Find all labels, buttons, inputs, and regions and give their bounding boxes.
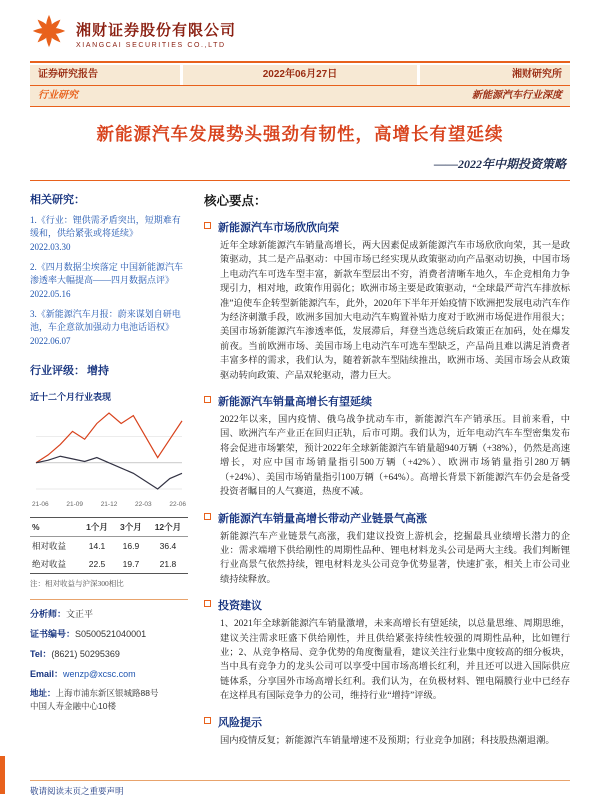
table-cell: 22.5	[80, 555, 114, 574]
section-title: 风险提示	[218, 716, 262, 729]
footer	[0, 774, 600, 800]
section-title: 新能源汽车销量高增长有望延续	[218, 396, 372, 409]
section-body: 2022年以来，国内疫情、俄乌战争扰动车市，新能源汽车产销承压。目前来看，中国、欧洲汽车产业正在回归正轨，后市可期。我们认为，近年电动汽车车型密集发布将会促进市场繁荣，预计2022年全球新能源汽车销量超940万辆（+38%），仍然是高速增长，对应中国市场销量指引500万辆（+42%）、欧洲市场销量指引280万辆（+24%）、美国市场销量指引100万辆（+64%）。高增长背景下新能源汽车仍会是备受投资者瞩目的人气赛道，热度不减。	[220, 415, 570, 498]
x-tick: 21-09	[66, 501, 83, 509]
table-cell: 36.4	[159, 541, 177, 552]
research-date: 2022.06.07	[30, 336, 71, 347]
title-divider	[30, 180, 570, 181]
square-bullet-icon	[204, 396, 211, 403]
report-type-label: 证券研究报告	[30, 65, 180, 85]
analyst-name: 文正平	[66, 609, 94, 620]
rating-value: 增持	[87, 365, 109, 378]
research-link-text[interactable]: 3.《新能源汽车月报：蔚来谋划自研电池，车企意欲加强动力电池话语权》	[30, 309, 181, 333]
section-body: 1、2021年全球新能源汽车销量激增，未来高增长有望延续，以总量思维、周期思维，建议关注需求旺盛下供给刚性，并且供给紧张持续性较强的周期性品种，比如锂行业；2、从竞争格局、竞争优势的角度衡量看，建议关注行业集中度较高的细分板块，当中具有竞争力的龙头公司可以享受中国市场高增长红利，并且还可以进入国际供应链体系，分享国外市场高增长红利。我们认为，在负极材料、锂电隔膜行业中已经存在这样具有国际竞争力的公司，维持行业“增持”评级。	[220, 619, 570, 702]
performance-chart	[30, 390, 188, 508]
research-date: 2022.05.16	[30, 289, 71, 300]
email-label: Email：	[30, 669, 64, 680]
cert-number: S0500521040001	[75, 629, 147, 640]
section-body: 国内疫情反复；新能源汽车销量增速不及预期；行业竞争加剧；科技股热潮退潮。	[220, 735, 555, 746]
sidebar-divider	[30, 599, 188, 600]
footer-disclaimer: 敬请阅读末页之重要声明	[30, 780, 570, 797]
brand-divider	[30, 61, 570, 63]
company-logo-icon	[30, 12, 68, 55]
table-header-cell: 12个月	[148, 518, 188, 537]
report-date: 2022年06月27日	[183, 65, 417, 85]
table-header-row	[30, 518, 188, 537]
address-line	[30, 687, 188, 713]
research-link-text[interactable]: 1.《行业：锂供需矛盾突出，短期难有缓和，供给紧张或将延续》	[30, 215, 181, 239]
brand-header	[30, 12, 570, 55]
section-title: 新能源汽车市场欣欣向荣	[218, 222, 339, 234]
header-row-2	[30, 86, 570, 107]
company-name-en: XIANGCAI SECURITIES CO.,LTD	[76, 41, 226, 49]
performance-table	[30, 517, 188, 574]
cert-label: 证书编号：	[30, 629, 76, 640]
address-value: 上海市浦东新区银城路88号	[55, 688, 159, 699]
main-content	[204, 191, 570, 748]
square-bullet-icon	[204, 513, 211, 520]
report-subcategory: 新能源汽车行业深度	[472, 90, 562, 101]
line-chart	[30, 407, 188, 495]
section-supply-chain	[204, 510, 570, 588]
address-label: 地址：	[30, 688, 56, 699]
tel-line	[30, 647, 188, 660]
rating-label: 行业评级：	[30, 365, 85, 378]
section-body: 新能源汽车产业链景气高涨，我们建议投资上游机会，挖掘最具业绩增长潜力的企业：需求端增下供给刚性的周期性品种、锂电材料龙头公司是两大主线。我们判断锂行业高景气依然持续，锂电材料龙头公司竞争优势显著，快速扩张，相关上市公司业绩持续释放。	[220, 531, 570, 585]
research-date: 2022.03.30	[30, 242, 71, 253]
related-research-item[interactable]	[30, 261, 188, 301]
industry-rating	[30, 362, 188, 378]
table-note: 注：相对收益与沪深300相比	[30, 579, 124, 589]
square-bullet-icon	[204, 717, 211, 724]
tel-label: Tel：	[30, 649, 52, 660]
table-header-cell: 1个月	[80, 518, 114, 537]
report-category: 行业研究	[38, 90, 78, 101]
table-row	[30, 555, 188, 574]
tel-number: (8621) 50295369	[51, 649, 120, 660]
table-cell: 19.7	[114, 555, 148, 574]
table-cell: 相对收益	[32, 541, 67, 552]
chart-title: 近十二个月行业表现	[30, 392, 112, 403]
chart-x-axis	[30, 501, 188, 508]
email-address[interactable]: wenzp@xcsc.com	[63, 669, 136, 680]
cert-line	[30, 627, 188, 640]
institute-label: 湘财研究所	[420, 65, 570, 85]
x-tick: 21-12	[100, 501, 118, 509]
related-research-item[interactable]	[30, 308, 188, 348]
company-name: 湘财证券股份有限公司	[76, 21, 237, 39]
related-research-item[interactable]	[30, 214, 188, 254]
section-risk	[204, 714, 570, 748]
analyst-label: 分析师：	[30, 609, 67, 620]
table-header-cell: %	[30, 518, 80, 537]
table-cell: 16.9	[122, 541, 140, 552]
section-title: 新能源汽车销量高增长带动产业链景气高涨	[218, 512, 427, 525]
table-cell: 21.8	[148, 555, 188, 574]
section-investment-advice	[204, 597, 570, 703]
core-points-title: 核心要点：	[204, 194, 267, 208]
square-bullet-icon	[204, 600, 211, 607]
analyst-line	[30, 607, 188, 620]
table-row	[30, 537, 188, 556]
sidebar	[30, 191, 188, 748]
section-market	[204, 219, 570, 383]
table-cell: 绝对收益	[30, 555, 80, 574]
header-row-1	[30, 65, 570, 86]
x-tick: 22-03	[135, 501, 152, 509]
section-body: 近年全球新能源汽车销量高增长，两大因素促成新能源汽车市场欣欣向荣，其一是政策驱动，其二是产品驱动：中国市场已经实现从政策驱动向产品驱动切换，中国市场上电动汽车可选车型丰富，新款车型层出不穷，消费者清晰车地久，车企竞相角力争现引力，相对地，政策作用弱化；欧洲市场主要是政策驱动，“全球最严苛汽车排放标准”迫使车企转型新能源汽车，此外，2020年下半年开始疫情下欧洲把发展电动汽车作为经济刺激手段，欧洲多国加大电动汽车购置补贴力度对于欧洲市场促进作用很大；美国市场新能源汽车渗透率低，发展滞后，拜登当选总统后政策正在加码，处在爆发前夜。当前欧洲市场、美国市场上电动汽车可选车型缺乏，产品尚且难以满足消费者丰富多样的需求，我们认为，随着新款车型陆续推出，欧洲市场、美国市场会从政策驱动转向政策、产品双轮驱动，潜力巨大。	[220, 241, 570, 381]
related-research-title: 相关研究：	[30, 194, 85, 206]
email-line	[30, 667, 188, 680]
table-cell: 14.1	[88, 541, 106, 552]
x-tick: 21-06	[32, 501, 49, 509]
x-tick: 22-06	[169, 501, 186, 509]
section-title: 投资建议	[218, 600, 262, 613]
square-bullet-icon	[204, 222, 211, 229]
table-header-cell: 3个月	[114, 518, 148, 537]
section-growth	[204, 393, 570, 499]
research-link-text[interactable]: 2.《四月数据尘埃落定 中国新能源汽车渗透率大幅提高——四月数据点评》	[30, 262, 184, 286]
page-title: 新能源汽车发展势头强劲有韧性，高增长有望延续	[96, 124, 504, 144]
page-subtitle: ——2022年中期投资策略	[433, 157, 566, 171]
address-value-2: 中国人寿金融中心10楼	[30, 701, 116, 712]
